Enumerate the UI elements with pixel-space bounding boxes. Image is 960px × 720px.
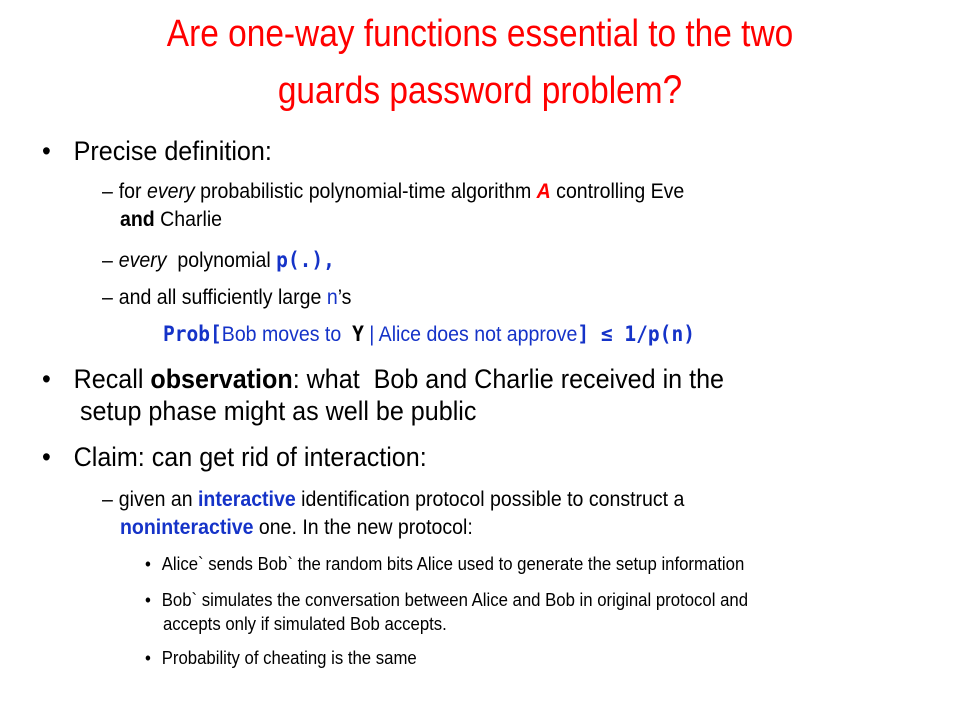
bold-noninteractive: noninteractive bbox=[120, 516, 254, 539]
bullet-dot: • bbox=[145, 648, 151, 668]
dash-marker: – bbox=[102, 488, 113, 511]
formula-text: Bob moves to bbox=[221, 323, 353, 346]
text: Alice` sends Bob` the random bits Alice used to generate the setup information bbox=[161, 554, 745, 574]
bullet-dot: • bbox=[42, 364, 51, 394]
slide-title bbox=[110, 6, 849, 119]
title-line-2 bbox=[110, 62, 849, 119]
sub-bullet-given-interactive-cont bbox=[120, 516, 473, 540]
text: : what Bob and Charlie received in the bbox=[292, 364, 725, 394]
dash-marker: – bbox=[102, 286, 113, 309]
text: Bob` simulates the conversation between Alice and Bob in original protocol and bbox=[161, 590, 749, 610]
bullet-claim bbox=[42, 442, 427, 473]
text: for bbox=[118, 180, 147, 203]
dash-marker: – bbox=[102, 180, 113, 203]
sub-bullet-every-polynomial bbox=[102, 248, 335, 273]
text: controlling Eve bbox=[550, 180, 685, 203]
bold-observation: observation bbox=[150, 364, 293, 394]
formula-y: Y bbox=[352, 322, 364, 346]
bullet-text: Claim: can get rid of interaction: bbox=[73, 442, 427, 472]
text: probabilistic polynomial-time algorithm bbox=[194, 180, 537, 203]
bold-and: and bbox=[120, 208, 155, 231]
bullet-dot: • bbox=[145, 554, 151, 574]
sub-sub-bullet-bob-simulates bbox=[145, 590, 748, 611]
dash-marker: – bbox=[102, 249, 113, 272]
text: polynomial bbox=[166, 249, 277, 272]
title-question-mark: ? bbox=[662, 68, 683, 112]
sub-bullet-for-every-cont bbox=[120, 208, 222, 232]
emphasis: every bbox=[146, 180, 195, 203]
sub-sub-bullet-bob-simulates-cont: accepts only if simulated Bob accepts. bbox=[163, 614, 447, 634]
polynomial-p: p(.), bbox=[276, 248, 335, 272]
probability-formula bbox=[163, 322, 695, 347]
bullet-recall-observation bbox=[42, 364, 724, 395]
text: Probability of cheating is the same bbox=[161, 648, 417, 668]
bullet-text: Precise definition: bbox=[73, 136, 272, 166]
emphasis: every bbox=[118, 249, 167, 272]
text: Charlie bbox=[154, 208, 223, 231]
text: identification protocol possible to construct a bbox=[295, 488, 685, 511]
text: given an bbox=[118, 488, 199, 511]
formula-prob: Prob[ bbox=[163, 322, 222, 346]
sub-sub-bullet-probability bbox=[145, 648, 417, 669]
sub-bullet-given-interactive bbox=[102, 488, 684, 512]
variable-n: n bbox=[326, 286, 338, 309]
bold-interactive: interactive bbox=[198, 488, 296, 511]
text: one. In the new protocol: bbox=[253, 516, 473, 539]
bullet-dot: • bbox=[42, 136, 51, 166]
title-line-1: Are one-way functions essential to the two bbox=[166, 13, 794, 55]
bullet-recall-observation-cont: setup phase might as well be public bbox=[80, 396, 477, 426]
formula-text: | Alice does not approve bbox=[363, 323, 578, 346]
formula-bound: ] ≤ 1/p(n) bbox=[577, 322, 695, 346]
bullet-dot: • bbox=[145, 590, 151, 610]
bullet-dot: • bbox=[42, 442, 51, 472]
text: and all sufficiently large bbox=[118, 286, 327, 309]
sub-bullet-for-every bbox=[102, 180, 684, 204]
sub-sub-bullet-alice-sends bbox=[145, 554, 744, 575]
bullet-precise-definition bbox=[42, 136, 272, 167]
text: ’s bbox=[337, 286, 352, 309]
algorithm-a: A bbox=[536, 180, 551, 203]
title-line-2-text: guards password problem bbox=[277, 70, 663, 112]
sub-bullet-large-n bbox=[102, 286, 351, 310]
text: Recall bbox=[73, 364, 151, 394]
